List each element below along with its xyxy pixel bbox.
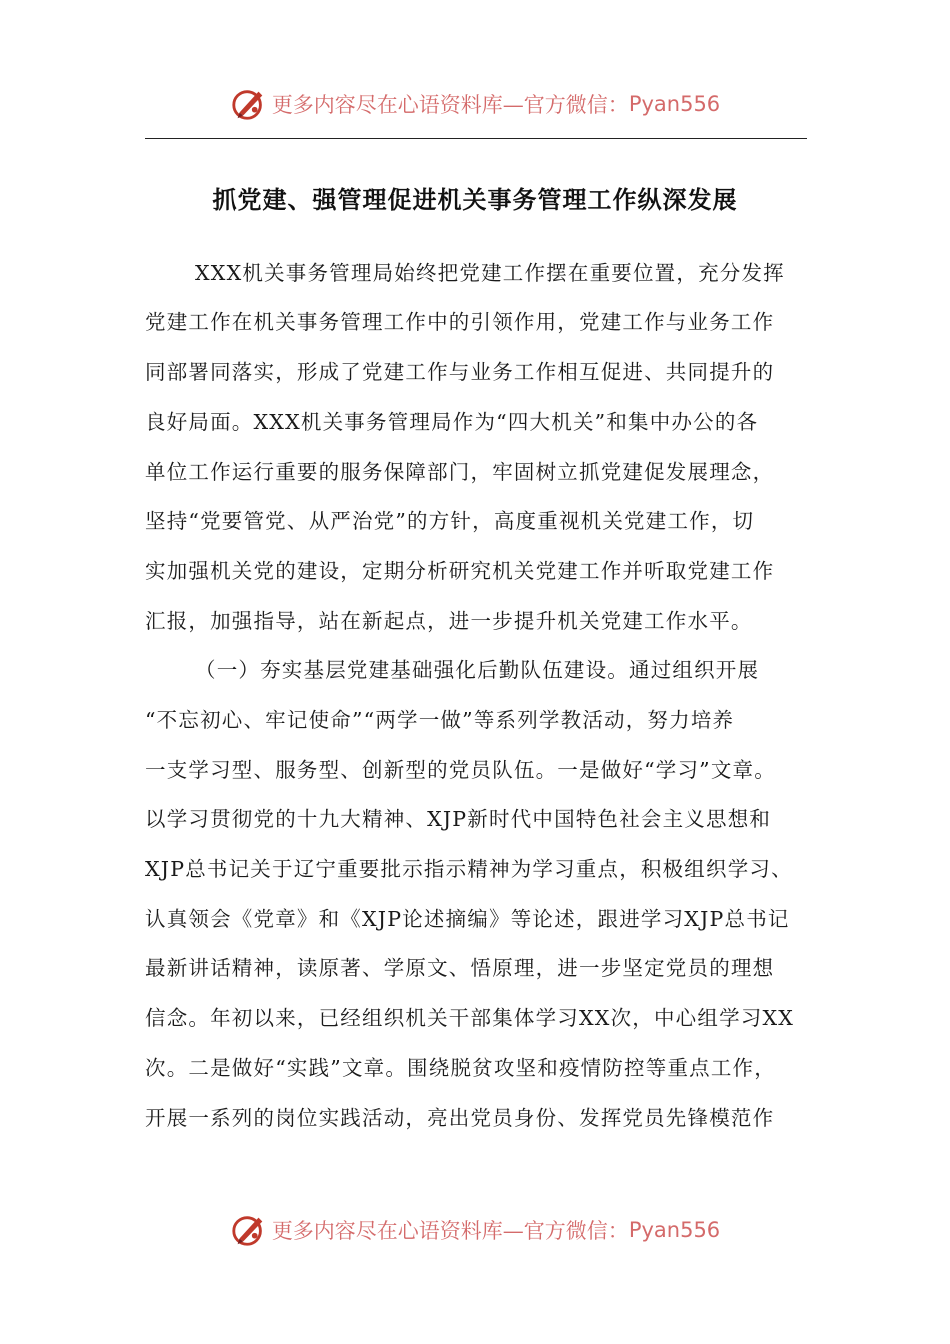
header-text: 更多内容尽在心语资料库—官方微信： [271,93,629,117]
body-line: “不忘初心、牢记使命”“两学一做”等系列学教活动，努力培养 [145,708,735,732]
header-rule [145,138,807,139]
body-line: 信念。年初以来，已经组织机关干部集体学习XX次，中心组学习XX [145,1006,795,1030]
body-line: 一支学习型、服务型、创新型的党员队伍。一是做好“学习”文章。 [145,758,776,782]
header-banner [0,82,950,126]
body-line: 同部署同落实，形成了党建工作与业务工作相互促进、共同提升的 [145,360,775,384]
footer-text: 更多内容尽在心语资料库—官方微信： [271,1219,629,1243]
body-line: 单位工作运行重要的服务保障部门，牢固树立抓党建促发展理念， [145,460,775,484]
header-wechat-id: Pyan556 [628,92,721,116]
body-line: 认真领会《党章》和《XJP论述摘编》等论述，跟进学习XJP总书记 [145,907,790,931]
footer-banner [0,1208,950,1252]
document-title: 抓党建、强管理促进机关事务管理工作纵深发展 [212,186,738,214]
body-line: 党建工作在机关事务管理工作中的引领作用，党建工作与业务工作 [145,310,775,334]
body-line: XJP总书记关于辽宁重要批示指示精神为学习重点，积极组织学习、 [145,857,793,881]
body-line: 以学习贯彻党的十九大精神、XJP新时代中国特色社会主义思想和 [145,807,772,831]
pen-logo-icon [230,85,268,123]
body-line: 坚持“党要管党、从严治党”的方针，高度重视机关党建工作，切 [145,509,755,533]
body-line: （一）夯实基层党建基础强化后勤队伍建设。通过组织开展 [195,658,760,682]
body-line: 次。二是做好“实践”文章。围绕脱贫攻坚和疫情防控等重点工作， [145,1056,776,1080]
footer-wechat-id: Pyan556 [628,1218,721,1242]
body-line: 开展一系列的岗位实践活动，亮出党员身份、发挥党员先锋模范作 [145,1106,775,1130]
body-line: 汇报，加强指导，站在新起点，进一步提升机关党建工作水平。 [145,609,753,633]
body-line: 实加强机关党的建设，定期分析研究机关党建工作并听取党建工作 [145,559,775,583]
body-line: 最新讲话精神，读原著、学原文、悟原理，进一步坚定党员的理想 [145,956,775,980]
body-line: 良好局面。XXX机关事务管理局作为“四大机关”和集中办公的各 [145,410,759,434]
pen-logo-icon [230,1211,268,1249]
body-line: XXX机关事务管理局始终把党建工作摆在重要位置，充分发挥 [195,261,785,285]
